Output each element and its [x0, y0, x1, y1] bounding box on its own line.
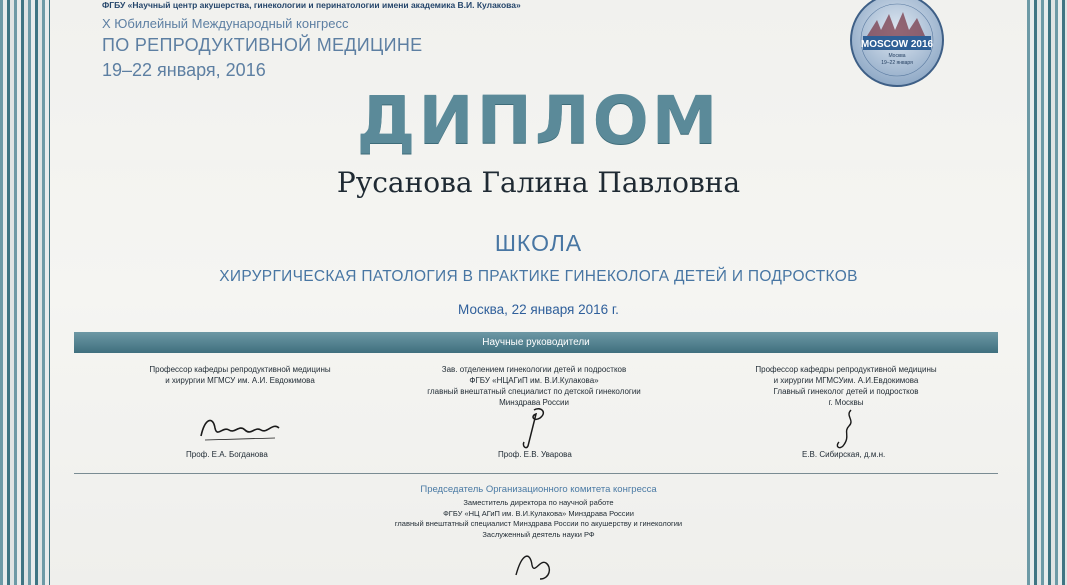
supervisor-3-position-line-1: Профессор кафедры репродуктивной медицины	[755, 365, 937, 374]
recipient-name: Русанова Галина Павловна	[336, 166, 741, 199]
seal-dates: 19–22 января	[881, 60, 913, 66]
seal-globe-icon	[837, 0, 957, 88]
supervisor-2	[404, 364, 664, 456]
signature-2-icon	[504, 406, 564, 452]
supervisors-band: Научные руководители	[74, 332, 998, 353]
supervisor-2-position-line-1: Зав. отделением гинекологии детей и подростков	[441, 365, 627, 374]
chair-details-line-3: главный внештатный специалист Минздрава России по акушерству и гинекологии	[394, 519, 683, 528]
signature-chair-icon	[510, 545, 560, 585]
school-label: ШКОЛА	[494, 230, 583, 256]
supervisor-1-position-line-2: и хирургии МГМСУ им. А.И. Евдокимова	[165, 376, 315, 385]
supervisor-2-position-line-2: ФГБУ «НЦАГиП им. В.И.Кулакова»	[469, 376, 599, 385]
seal-city: Москва	[888, 53, 906, 59]
supervisor-1-name: Проф. Е.А. Богданова	[186, 450, 268, 459]
signature-1-icon	[195, 408, 285, 448]
supervisor-2-name: Проф. Е.В. Уварова	[498, 450, 572, 459]
left-decorative-border	[0, 0, 50, 585]
chair-details-line-1: Заместитель директора по научной работе	[463, 498, 614, 507]
diploma-title: ДИПЛОМ	[356, 82, 721, 159]
right-decorative-border	[1027, 0, 1067, 585]
congress-line: X Юбилейный Международный конгресс	[102, 16, 349, 31]
supervisor-1-position-line-1: Профессор кафедры репродуктивной медицины	[149, 365, 331, 374]
school-topic: ХИРУРГИЧЕСКАЯ ПАТОЛОГИЯ В ПРАКТИКЕ ГИНЕКОЛОГА ДЕТЕЙ И ПОДРОСТКОВ	[219, 268, 858, 285]
signature-3-icon	[821, 406, 871, 452]
supervisor-3-position-line-4: г. Москвы	[828, 398, 864, 407]
organization-name: ФГБУ «Научный центр акушерства, гинекологии и перинатологии имени академика В.И. Кулакова»	[102, 0, 521, 10]
diploma-sheet	[50, 0, 1027, 585]
supervisor-2-position-line-4: Минздрава России	[499, 398, 569, 407]
supervisor-3	[716, 364, 976, 456]
supervisor-3-position-line-2: и хирургии МГМСУим. А.И.Евдокимова	[773, 376, 919, 385]
congress-topic: ПО РЕПРОДУКТИВНОЙ МЕДИЦИНЕ	[102, 35, 423, 55]
supervisor-1	[110, 364, 370, 434]
chair-title: Председатель Организационного комитета конгресса	[420, 484, 657, 495]
congress-dates: 19–22 января, 2016	[102, 60, 266, 80]
seal-main-text: MOSCOW 2016	[860, 39, 934, 50]
divider	[74, 473, 998, 474]
supervisor-2-position-line-3: главный внештатный специалист по детской гинекологии	[427, 387, 641, 396]
supervisor-3-position-line-3: Главный гинеколог детей и подростков	[773, 387, 919, 396]
place-date: Москва, 22 января 2016 г.	[458, 302, 619, 317]
chair-details-line-4: Заслуженный деятель науки РФ	[482, 529, 595, 539]
chair-details-line-2: ФГБУ «НЦ АГиП им. В.И.Кулакова» Минздрава России	[443, 508, 634, 518]
chair-signature	[510, 545, 560, 585]
chair-details	[50, 498, 1027, 540]
congress-seal	[837, 0, 957, 88]
supervisor-3-name: Е.В. Сибирская, д.м.н.	[802, 450, 886, 459]
